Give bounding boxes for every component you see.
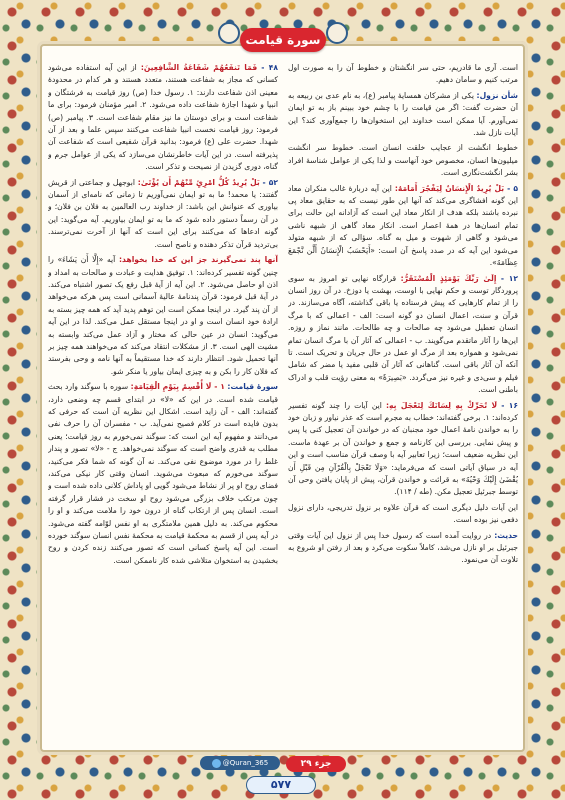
paragraph [48,381,278,567]
paragraph-text: این آیات را چند گونه تفسیر کرده‌اند: ۱. برخی گفته‌اند: خطاب به مجرم است که عذر نیاور و زبان خود را به خواندن نامۀ اعمال خود مجنبان که در خواندن آن تعجیل کنی یا پس و پیش نمایی. بررسی این کارنامه و جمع و خواندن آن بر عهدۀ ماست. این نظریه ضعیف است؛ زیرا تعابیر آیه با وصف قرآن مناسب است و این آیه در سیاق آیاتی است که می‌فرماید: «وَلَا تَعْجَلْ بِالْقُرْآنِ مِن قَبْلِ أَن يُقْضَىٰ إِلَيْكَ وَحْيُهُ» به قرائت و خواندن قرآن، پیش از پایان یافتن وحی آن توسط جبرئیل تعجیل مکن. (طه / ۱۱۴). [288,400,518,497]
arabic-quote: فَمَا تَنفَعُهُمْ شَفَاعَةُ الشَّافِعِينَ: [140,63,258,72]
paragraph [48,62,278,174]
paragraph-text: این آیه دربارۀ غالب منکران معاد این گونه افشاگری می‌کند که آنها این طور نیست که به حقایق معاد پی نبرده باشند بلکه هدف از انکار معاد این است که آزادانه این حالت برای تمام انسان‌ها در همۀ اعصار است. انکار معاد گاهی از شبهه ناشی می‌شود و گاهی از شهوت و میل به گناه. سؤالی که از شبهه متولد می‌شود این آیه که در صدد پاسخ آن است: «أَيَحْسَبُ الْإِنسَانُ أَلَّن نَّجْمَعَ عِظَامَهُ». [288,183,518,268]
juz-label: جزء ۲۹ [300,759,332,769]
arabic-quote: لَا تُحَرِّكْ بِهِ لِسَانَكَ لِتَعْجَلَ بِهِ: [386,400,498,410]
arabic-quote: ۱ - لَا أُقْسِمُ بِيَوْمِ الْقِيَامَةِ: [130,382,225,392]
left-column [288,62,518,720]
paragraph [288,502,518,527]
paragraph-text: قرارگاه نهایی تو امروز به سوی پروردگار توست و حکم نهایی با اوست، بهشت یا دوزخ. در آن روز انسان را از تمام کارهایی که پیش فرستاده یا باقی گذاشته، آگاه می‌سازند. در قرآن و سنت، اعمال انسان دو گونه است: الف - اعمالی که با مرگ انسان تعطیل می‌شود چه صالحات و چه طالحات. مانند نماز و روزه. این‌ها را آثار ماتقدم می‌گویند. ب - اعمالی که آثار آن با مرگ انسان تمام نمی‌شود و همواره بعد از مرگ او عمل در حال جریان و تحریک است. تا آنکه آن آثار باقی است. گناهانی که آثار آن قلبی مفید یا مضر که شامل فیلم و سی‌دی و غیره نیز می‌گردد. «بَصِيرَةٌ» به معنی رؤیت قلب و ادراک باطنی است. [288,273,518,395]
paragraph [288,142,518,179]
verse-number: ۵ - [507,183,518,193]
verse-number: شأن نزول: [476,90,518,100]
paragraph-text: ابوجهل و جماعتی از قریش گفتند: یا محمد! ما به تو ایمان نمی‌آوریم تا زمانی که نامه‌ای از آسمان بیاوری که عنوانش این باشد: از خداوند رب العالمین به فلان بن فلان؛ و در آن رسماً دستور داده شود که ما به تو ایمان بیاوریم. آیه می‌گوید: این گونه ادعاها که می‌کنند برای این است که آنها از آخرت نمی‌ترسند. بی‌تردید قرآن تذکر دهنده و ناصح است. [48,177,278,249]
verse-number: حدیث: [494,530,518,540]
paragraph-text: این آیات دلیل دیگری است که قرآن علاوه بر نزول تدریجی، دارای نزول دفعی نیز بوده است. [288,502,518,525]
surah-title-badge [240,28,326,52]
channel-handle: @Quran_365 [222,759,269,767]
verse-number: ۴۸ - [261,63,278,72]
arabic-quote: بَلْ يُرِيدُ كُلُّ امْرِئٍ مِّنْهُمْ أَن يُؤْتَىٰ: [137,177,260,187]
paragraph [48,177,278,251]
right-column [48,62,278,720]
paragraph-text: است. آری ما قادریم، حتی سر انگشتان و خطوط آن را به صورت اول مرتب کنیم و سامان دهیم. [288,63,518,85]
text-columns [48,62,518,720]
paragraph [288,400,518,499]
arabic-quote: بَلْ يُرِيدُ الْإِنسَانُ لِيَفْجُرَ أَمَامَهُ: [394,183,505,193]
paragraph [288,273,518,397]
paragraph [288,62,518,87]
page-number-badge [246,776,316,794]
telegram-icon [212,759,221,768]
paragraph-text: از این آیه استفاده می‌شود کسانی که مجاز به شفاعت هستند، متعدد هستند و هر کدام در محدودۀ معینی اذن شفاعت دارند: ۱. رسول خدا (ص) روز قیامت به فرشتگان و انبیا و شهدا اجازۀ شفاعت داده می‌شود. ۲. امیر مؤمنان فرمود: برای ما شفاعت است و برای دوستان ما نیز مقام شفاعت است. ۳. پیامبر (ص) فرمود: روز قیامت نخست انبیا شفاعت می‌کنند سپس علما و بعد از آن شهدا. حضرت علی (ع) فرمود: بدانید قرآن شفیعی است که شفاعت آن پذیرفته است. در این آیات خاطرنشان می‌سازد که یکی از عوامل جرم و گناه، دوری گزیدن از نصیحت و تذکر است. [48,63,278,172]
verse-number: ۵۲ - [262,177,278,187]
paragraph [48,254,278,378]
arabic-quote: إِلَىٰ رَبِّكَ يَوْمَئِذٍ الْمُسْتَقَرُّ: [400,273,497,283]
arabic-quote: آنها پند نمی‌گیرند جز این که خدا بخواهد: [119,255,278,265]
page-number: ۵۷۷ [270,778,292,791]
paragraph [288,183,518,270]
verse-number: ۱۶ - [501,400,518,410]
paragraph [288,90,518,140]
verse-number: ۱۲ - [500,273,518,283]
paragraph-text: خطوط انگشت از عجایب خلقت انسان است. خطوط سر انگشت میلیون‌ها انسان، مخصوص خود آنهاست و لذا یکی از عوامل شناسۀ افراد بشر انگشت‌نگاری است. [288,143,518,178]
paragraph-text: در روایت آمده است که رسول خدا پس از نزول این آیات وقتی جبرئیل بر او نازل می‌شد، کاملاً سکوت می‌کرد و بعد از رفتن او شروع به تلاوت آن می‌نمود. [288,530,518,565]
juz-badge [286,756,346,772]
page-footer [200,756,370,796]
paragraph-text: سوره با سوگند وارد بحث قیامت شده است. در این که «لا» در ابتدای قسم چه وضعی دارد، گفته‌اند: الف - آن زاید است. اشکال این نظریه آن است که حرفی که بدون فایده است در کلام فصیح نمی‌آید. ب - مفسران آن را حرف نفی می‌دانند و مفهوم آیه این است که: سوگند نمی‌خورم به روز قیامت؛ یعنی مطلب به قدری واضح است که سوگند نمی‌خواهد. ج - «لا» تصور و پندار غلط را در مورد موضوع نفی می‌کند. نه آن گونه که شما فکر می‌کنید، سوگند می‌خورم که مبعوث می‌شوید. انسان وقتی کار نیکی می‌کند، فضای روح او پر از نشاط می‌شود گویی او پاداش کلانی داده شده است و چون مرتکب خلاف بزرگی می‌شود روح او سخت در فشار قرار گرفته است. انسان پس از ارتکاب گناه از درون خود را ملامت می‌کند و او را محکوم می‌کند. به دلیل همین ملامتگری به او نفس لوّامه گفته می‌شود. در آیه پس از قسم به محکمۀ قیامت به محکمۀ نفس انسان سوگند خورده است. این آیه پاسخ کسانی است که تصور می‌کنند زنده کردن و روح بخشیدن به استخوان متلاشی شده کار ناممکن است. [48,382,278,565]
paragraph-text: یکی از مشرکان همسایۀ پیامبر (ع)، به نام عدی بن ربیعه به آن حضرت گفت: اگر من قیامت را با چشم خود ببینم باز به تو ایمان نمی‌آورم. آیا ممکن است خداوند این استخوان‌ها را جمع‌آوری کند؟ این آیات نازل شد. [288,90,518,138]
paragraph [288,530,518,567]
verse-number: سورۀ قیامت: [227,382,278,392]
channel-badge[interactable] [200,756,280,770]
paragraph-text: آیه «إِلَّا أَن يَشَاءَ» را چنین گونه تفسیر کرده‌اند: ۱. توفیق هدایت و عبادت و صالحات به امداد و اذن او حاصل می‌شود. ۲. این آیه از آیۀ قبل رفع یک تصور اشتباه می‌کند. در آیۀ قبل فرمود: قرآن پندنامۀ عالیۀ آسمانی است پس هرکه می‌خواهد از آن پند گیرد. در اینجا ممکن است این توهم پدید آید که همه چیز بسته به ارادۀ خود انسان است و او در اینجا مستقل عمل می‌کند. لذا در این آیه می‌گوید: انسان در عین حالی که مختار و آزاد عمل می‌کند وابسته به مشیت الهی است. ۳. از مشکلات انتقاد می‌کند که می‌خواهند همه چیز بر آنها تحمیل شود. انتظار دارند که خدا مستقیماً به آنها نامه و وحی بفرستد که فلان کار را بکن و به چیزی ایمان بیاور یا منکر شو. [48,255,278,376]
surah-title: سورة قیامت [245,33,321,47]
